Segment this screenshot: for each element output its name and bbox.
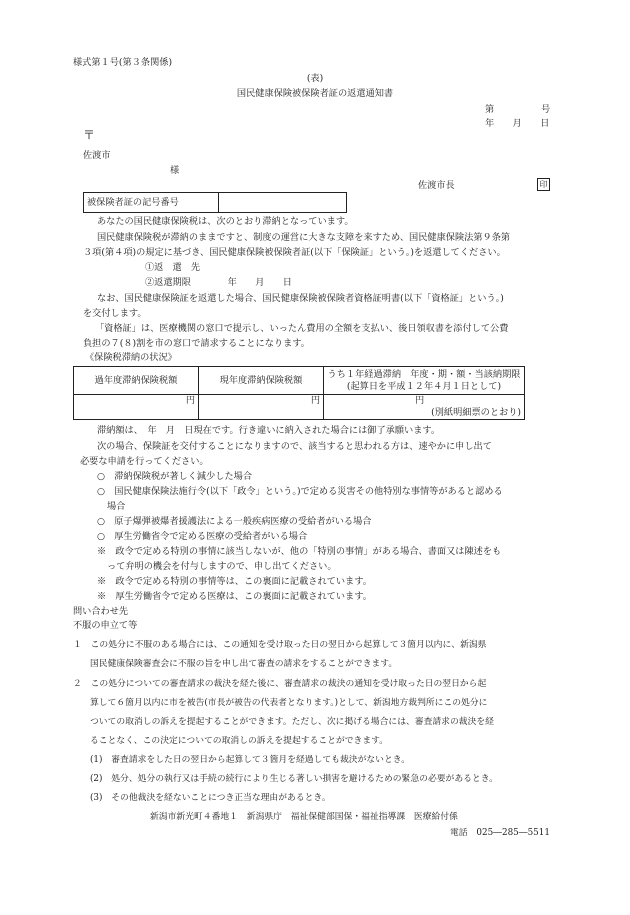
col-over-one-year-basis: (起算日を平成１２年４月１日として)	[346, 380, 502, 392]
form-number: 様式第１号(第３条関係)	[73, 57, 173, 68]
paragraph-return-line2: ３項(第４項)の規定に基づき、国民健康保険被保険者証(以下「保険証」という。)を返還してください。	[83, 247, 506, 258]
paragraph-issue-line2: 必要な申請を行ってください。	[80, 456, 209, 467]
condition-ministry-ordinance: ○ 厚生労働省令で定める医療の受給者がいる場合	[97, 531, 308, 542]
document-title: 国民健康保険被保険者証の返還通知書	[236, 88, 394, 99]
condition-disaster-line1: ○ 国民健康保険法施行令(以下「政令」という。)で定める災害その他特別な事情等があると認める	[97, 486, 503, 497]
appeal-exception-2: (2) 処分、処分の執行又は手続の続行により生じる著しい損害を避けるための緊急の必要があるとき。	[90, 774, 498, 784]
paragraph-certificate-line2: を交付します。	[83, 308, 147, 319]
current-year-amount: 円	[199, 395, 324, 420]
note-special-circumstances-line2: って弁明の機会を付与しますので、申し出てください。	[107, 561, 337, 572]
col-over-one-year-title: うち１年経過滞納 年度・期・額・当該納期限	[327, 368, 521, 380]
return-destination: ①返 還 先	[145, 262, 201, 273]
appeal-2-line4: ることなく、この決定についての取消しの訴えを提起することができます。	[90, 736, 389, 746]
insured-id-table	[83, 192, 347, 213]
paragraph-arrears-intro: あなたの国民健康保険税は、次のとおり滞納となっています。	[97, 216, 354, 227]
col-current-year-arrears: 現年度滞納保険税額	[199, 367, 324, 395]
arrears-status-heading: 《保険税滞納の状況》	[85, 352, 177, 363]
past-year-amount: 円	[74, 395, 199, 420]
paragraph-return-line1: 国民健康保険税が滞納のままですと、制度の運営に大きな支障を来すため、国民健康保険法第９条第	[97, 232, 511, 243]
number-label: 第	[485, 104, 495, 115]
arrears-table	[73, 366, 525, 420]
appeal-2-line3: ついての取消しの訴えを提起することができます。ただし、次に掲げる場合には、審査請求の裁決を経	[90, 717, 494, 727]
appeal-1-line1: １ この処分に不服のある場合には、この通知を受け取った日の翌日から起算して３箇月以内に、新潟県	[73, 640, 487, 650]
paragraph-payment-line2: 負担の７(８)割を市の窓口で請求することになります。	[83, 338, 310, 349]
paragraph-payment-line1: 「資格証」は、医療機関の窓口で提示し、いったん費用の全額を支払い、後日領収書を添付して公費	[95, 323, 509, 334]
condition-atomic-bomb: ○ 原子爆弾被爆者援護法による一般疾病医療の受給者がいる場合	[97, 516, 372, 527]
office-address: 新潟市新光町４番地１ 新潟県庁 福祉保健部国保・福祉指導課 医療給付係	[150, 812, 458, 822]
objection-heading: 不服の申立て等	[73, 620, 138, 631]
appeal-exception-3: (3) その他裁決を経ないことにつき正当な理由があるとき。	[90, 793, 331, 803]
appeal-1-line2: 国民健康保険審査会に不服の旨を申し出て審査の請求をすることができます。	[90, 659, 398, 669]
note-ministry-ordinance: ※ 厚生労働省令で定める医療は、この裏面に記載されています。	[97, 591, 372, 602]
postal-mark: 〒	[83, 128, 96, 142]
over-one-year-amount-cell	[324, 395, 525, 420]
condition-tax-reduced: ○ 滞納保険税が著しく減少した場合	[97, 471, 253, 482]
return-deadline: ②返還期限 年 月 日	[145, 277, 292, 288]
appeal-2-line1: ２ この処分についての審査請求の裁決を経た後に、審査請求の裁決の通知を受け取った日の翌日から起	[73, 679, 487, 689]
col-over-one-year	[324, 367, 525, 395]
paragraph-issue-line1: 次の場合、保険証を交付することになりますので、該当すると思われる方は、速やかに申し出て	[97, 441, 492, 452]
contact-label: 問い合わせ先	[73, 606, 129, 617]
note-special-circumstances-line1: ※ 政令で定める特別の事情に該当しないが、他の「特別の事情」がある場合、書面又は陳述をも	[97, 546, 502, 557]
over-one-year-amount: 円	[415, 395, 425, 406]
paragraph-certificate-line1: なお、国民健康保険証を返還した場合、国民健康保険被保険者資格証明書(以下「資格証」という。)	[97, 293, 504, 304]
appeal-exception-1: (1) 審査請求をした日の翌日から起算して３箇月を経過しても裁決がないとき。	[90, 755, 411, 765]
condition-disaster-line2: 場合	[107, 501, 126, 512]
recipient-honorific: 様	[170, 165, 180, 176]
seal-stamp: 印	[537, 178, 550, 191]
insured-id-label: 被保険者証の記号番号	[84, 193, 219, 213]
insured-id-value	[219, 193, 347, 213]
arrears-date-note: 滞納額は、 年 月 日現在です。行き違いに納入された場合には御了承願います。	[97, 425, 441, 436]
appeal-2-line2: 算して６箇月以内に市を被告(市長が被告の代表者となります。)として、新潟地方裁判所にこの処分に	[90, 698, 488, 708]
detail-sheet-note: (別紙明細票のとおり)	[431, 406, 521, 418]
issue-date: 年 月 日	[485, 118, 550, 129]
note-cabinet-order: ※ 政令で定める特別の事情等は、この裏面に記載されています。	[97, 576, 372, 587]
page-side-label: (表)	[306, 73, 324, 84]
col-past-year-arrears: 過年度滞納保険税額	[74, 367, 199, 395]
issuer-mayor: 佐渡市長	[418, 180, 455, 191]
office-phone: 電話 025―285―5511	[450, 828, 550, 838]
recipient-city: 佐渡市	[83, 150, 111, 161]
number-suffix: 号	[541, 104, 551, 115]
